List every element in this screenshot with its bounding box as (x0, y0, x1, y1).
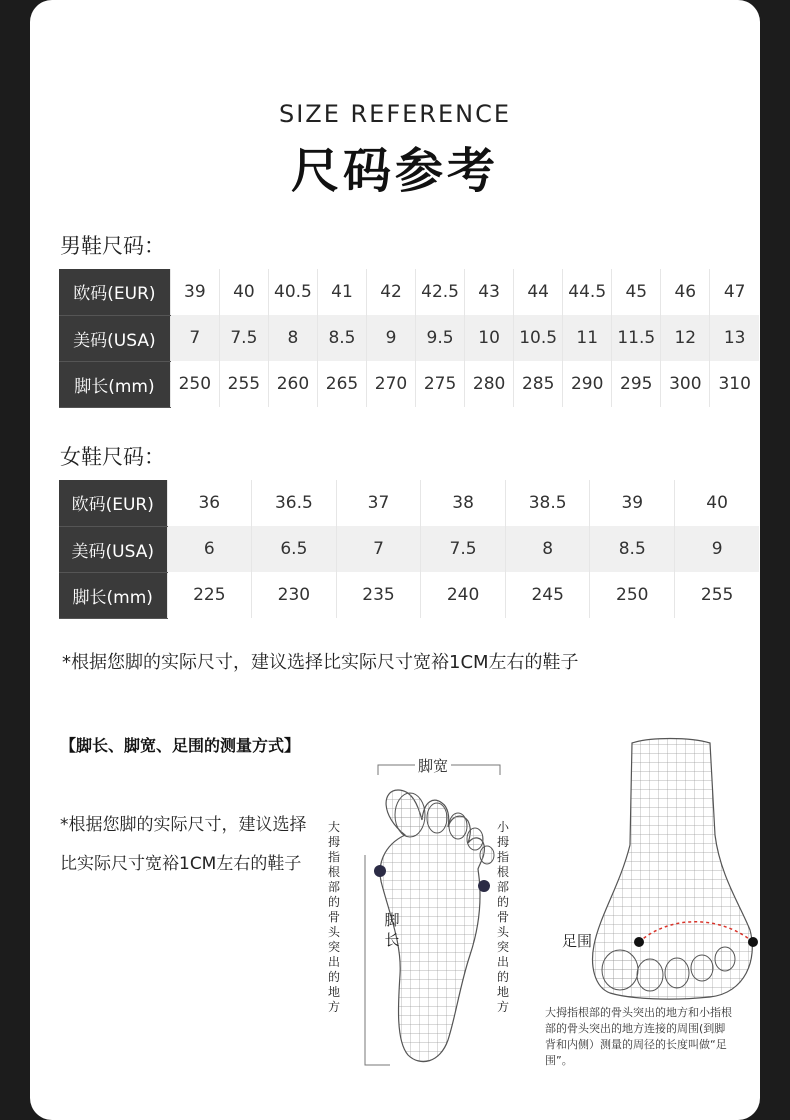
size-cell: 7 (336, 526, 421, 572)
size-cell: 240 (421, 572, 506, 618)
size-cell: 265 (317, 361, 366, 407)
foot-girth-description: 大拇指根部的骨头突出的地方和小指根部的骨头突出的地方连接的周围(到脚背和内侧）测量的周径的长度叫做“足围”。 (545, 1006, 732, 1067)
size-cell: 250 (590, 572, 675, 618)
size-cell: 40.5 (268, 269, 317, 315)
size-row (59, 526, 759, 572)
size-cell: 8.5 (590, 526, 675, 572)
size-cell: 36.5 (252, 480, 337, 526)
size-cell: 47 (710, 269, 759, 315)
size-cell: 9 (675, 526, 760, 572)
size-cell: 300 (661, 361, 710, 407)
size-cell: 260 (268, 361, 317, 407)
men-size-table (59, 269, 759, 408)
title-cn: 尺码参考 (290, 143, 499, 199)
row-header: 美码(USA) (59, 526, 167, 572)
size-cell: 275 (416, 361, 465, 407)
girth-left-marker (634, 937, 644, 947)
size-cell: 225 (167, 572, 252, 618)
size-cell: 42.5 (416, 269, 465, 315)
size-row (59, 269, 759, 315)
big-toe-joint-marker (374, 865, 386, 877)
size-cell: 40 (219, 269, 268, 315)
size-cell: 11.5 (612, 315, 661, 361)
size-cell: 41 (317, 269, 366, 315)
row-header: 欧码(EUR) (59, 480, 167, 526)
size-cell: 9 (367, 315, 416, 361)
measure-title: 【脚长、脚宽、足围的测量方式】 (60, 736, 301, 755)
size-row (59, 480, 759, 526)
size-cell: 8 (268, 315, 317, 361)
row-header: 美码(USA) (59, 315, 170, 361)
size-cell: 280 (465, 361, 514, 407)
women-size-title: 女鞋尺码： (60, 445, 165, 469)
size-chart-card (30, 0, 760, 1120)
size-cell: 245 (505, 572, 590, 618)
women-size-table (59, 480, 759, 619)
size-cell: 10 (465, 315, 514, 361)
big-toe-joint-label: 大拇指根部的骨头突出的地方 (327, 820, 340, 1014)
row-header: 脚长(mm) (59, 572, 167, 618)
size-cell: 290 (563, 361, 612, 407)
size-cell: 7.5 (421, 526, 506, 572)
size-cell: 6 (167, 526, 252, 572)
size-cell: 6.5 (252, 526, 337, 572)
size-cell: 42 (367, 269, 416, 315)
little-toe-joint-label: 小拇指根部的骨头突出的地方 (496, 820, 509, 1014)
size-cell: 255 (219, 361, 268, 407)
size-cell: 10.5 (514, 315, 563, 361)
size-cell: 43 (465, 269, 514, 315)
men-size-title: 男鞋尺码： (60, 234, 165, 258)
foot-girth-illustration (550, 735, 760, 1005)
size-cell: 9.5 (416, 315, 465, 361)
size-cell: 46 (661, 269, 710, 315)
size-advice-note: *根据您脚的实际尺寸，建议选择比实际尺寸宽裕1CM左右的鞋子 (62, 652, 579, 673)
size-cell: 37 (336, 480, 421, 526)
measure-advice-note: *根据您脚的实际尺寸，建议选择比实际尺寸宽裕1CM左右的鞋子 (60, 815, 307, 874)
size-row (59, 315, 759, 361)
size-cell: 38.5 (505, 480, 590, 526)
size-cell: 7.5 (219, 315, 268, 361)
size-cell: 235 (336, 572, 421, 618)
size-cell: 44 (514, 269, 563, 315)
girth-right-marker (748, 937, 758, 947)
size-cell: 11 (563, 315, 612, 361)
title-en: SIZE REFERENCE (278, 100, 512, 128)
size-cell: 39 (170, 269, 219, 315)
size-cell: 255 (675, 572, 760, 618)
size-row (59, 361, 759, 407)
size-cell: 295 (612, 361, 661, 407)
foot-girth-label: 足围 (562, 932, 593, 950)
foot-width-label: 脚宽 (415, 755, 451, 776)
size-cell: 285 (514, 361, 563, 407)
size-cell: 44.5 (563, 269, 612, 315)
little-toe-joint-marker (478, 880, 490, 892)
size-cell: 8.5 (317, 315, 366, 361)
size-cell: 12 (661, 315, 710, 361)
size-cell: 36 (167, 480, 252, 526)
size-cell: 40 (675, 480, 760, 526)
size-cell: 230 (252, 572, 337, 618)
size-cell: 39 (590, 480, 675, 526)
size-cell: 8 (505, 526, 590, 572)
row-header: 脚长(mm) (59, 361, 170, 407)
size-cell: 270 (367, 361, 416, 407)
size-cell: 310 (710, 361, 759, 407)
size-cell: 38 (421, 480, 506, 526)
size-cell: 7 (170, 315, 219, 361)
size-cell: 250 (170, 361, 219, 407)
size-cell: 45 (612, 269, 661, 315)
foot-length-label: 脚长 (384, 911, 400, 949)
row-header: 欧码(EUR) (59, 269, 170, 315)
size-row (59, 572, 759, 618)
size-cell: 13 (710, 315, 759, 361)
